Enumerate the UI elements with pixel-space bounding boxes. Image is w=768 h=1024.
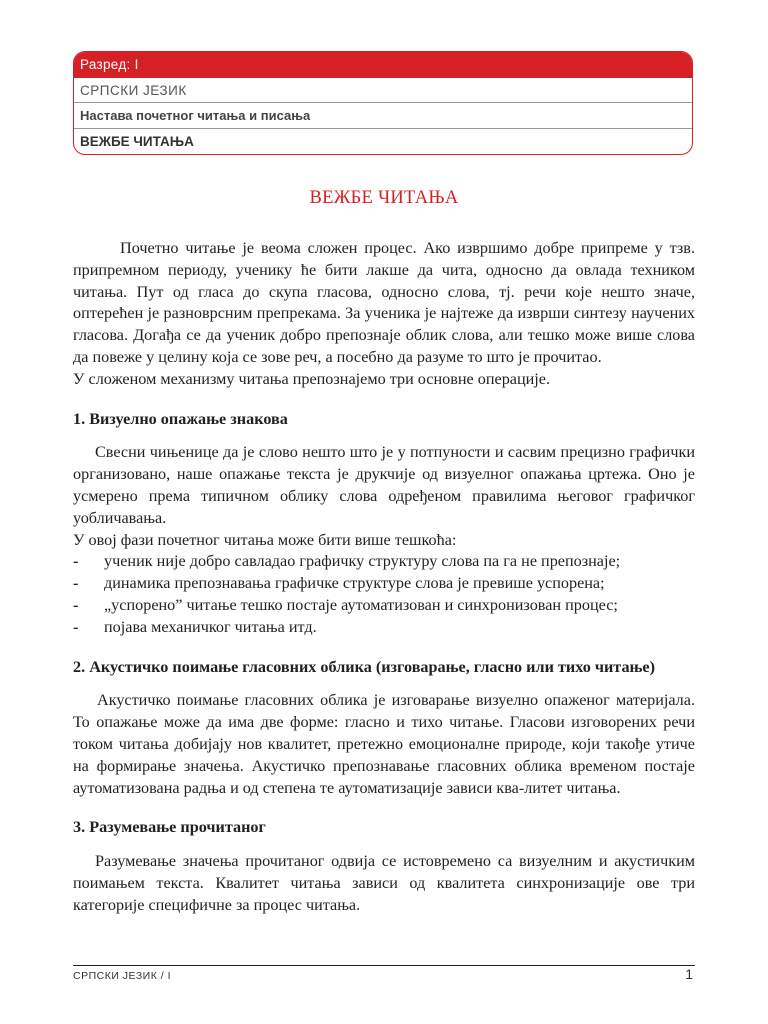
section-1-heading: 1. Визуелно опажање знакова: [73, 409, 288, 428]
list-item-text: појава механичког читања итд.: [104, 617, 317, 636]
list-item: [73, 573, 695, 595]
subject-label: СРПСКИ ЈЕЗИК: [74, 78, 692, 104]
section-1-paragraph: Свесни чињенице да је слово нешто што је у потпуности и сасвим прецизно графички организовано, наше опажање текста је друкчије од визуелног опажања цртежа. Оно је усмерено према типичном облику слова одређеном правилима његовог графичког уобличавања.: [73, 443, 695, 527]
difficulties-list: [73, 551, 695, 638]
dash-bullet: -: [73, 617, 79, 636]
footer-divider: [73, 965, 695, 966]
grade-label: Разред: I: [74, 52, 692, 78]
section-1-lead: У овој фази почетног читања може бити више тешкоћа:: [73, 530, 457, 549]
document-title: ВЕЖБЕ ЧИТАЊА: [309, 188, 459, 208]
section-3-paragraph: Разумевање значења прочитаног одвија се истовремено са визуелним и акустичким поимањем текста. Квалитет читања зависи од квалитета синхронизације ове три категорије специфичне за процес читања.: [73, 852, 695, 914]
intro-line: У сложеном механизму читања препознајемо три основне операције.: [73, 369, 551, 388]
dash-bullet: -: [73, 595, 79, 614]
intro-paragraph: Почетно читање је веома сложен процес. Ако извршимо добре припреме у тзв. припремном периоду, ученику ће бити лакше да чита, односно да овлада техником читања. Пут од гласа до скупа гласова, односно слова, тј. речи које нешто значе, оптерећен је разноврсним препрекама. За ученика је најтеже да изврши синтезу научених гласова. Догађа се да ученик добро препознаје облик слова, али тешко може више слова да повеже у целину која се зове реч, а посебно да разуме то што је прочитао.: [73, 239, 695, 366]
list-item-text: ученик није добро савладао графичку структуру слова па га не препознаје;: [104, 552, 621, 571]
lesson-header-box: [73, 51, 693, 155]
list-item-text: „успорено” читање тешко постаје аутоматизован и синхронизован процес;: [104, 595, 618, 614]
footer-running-title: СРПСКИ ЈЕЗИК / I: [73, 970, 171, 982]
section-2-paragraph: Акустичко поимање гласовних облика је изговарање визуелно опаженог материјала. То опажање може да има две форме: гласно и тихо читање. Гласови изговорених речи током читања добијају нов квалитет, претежно емоционалне природе, који такође утиче на формирање значења. Акустичко препознавање гласовних облика временом постаје аутоматизована радња и од степена те аутоматизације зависи ква-литет читања.: [73, 691, 695, 797]
dash-bullet: -: [73, 552, 79, 571]
topic-label: ВЕЖБЕ ЧИТАЊА: [80, 133, 194, 149]
section-3-heading: 3. Разумевање прочитаног: [73, 818, 266, 837]
list-item: [73, 595, 695, 617]
list-item: [73, 551, 695, 573]
dash-bullet: -: [73, 574, 79, 593]
document-body: [73, 238, 695, 917]
section-2-heading: 2. Акустичко поимање гласовних облика (изговарање, гласно или тихо читање): [73, 657, 656, 676]
teaching-area-label: Настава почетног читања и писања: [74, 103, 692, 129]
list-item: [73, 617, 695, 639]
page-number: 1: [685, 966, 693, 982]
list-item-text: динамика препознавања графичке структуре слова је превише успорена;: [104, 574, 605, 593]
